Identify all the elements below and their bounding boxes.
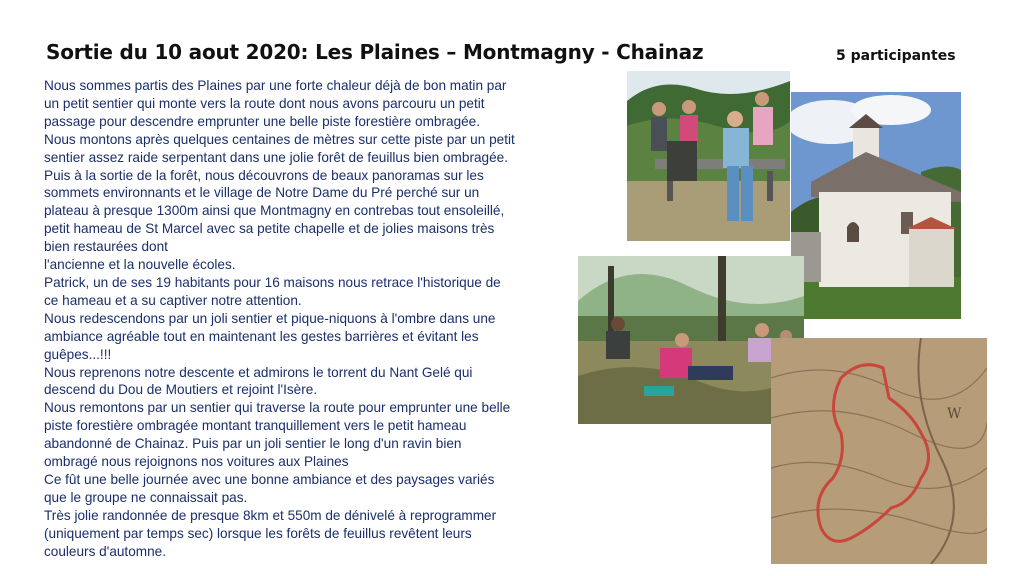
text-line: plateau à presque 1300m ainsi que Montmagny en contrebas tout ensoleillé, [44, 203, 505, 219]
text-line: que le groupe ne connaissait pas. [44, 489, 248, 505]
text-line: l'ancienne et la nouvelle écoles. [44, 257, 236, 273]
text-line: un petit sentier qui monte vers la route dont nous avons parcouru un petit [44, 95, 485, 111]
text-line: Nous montons après quelques centaines de mètres sur cette piste par un petit [44, 131, 515, 147]
text-line: Nous redescendons par un joli sentier et pique-niquons à l'ombre dans une [44, 310, 496, 326]
text-line: ambiance agréable tout en maintenant les gestes barrières et évitant les [44, 328, 479, 344]
text-line: Nous remontons par un sentier qui traverse la route pour emprunter une belle [44, 400, 511, 416]
text-line: ce hameau et a su captiver notre attention. [44, 292, 302, 308]
text-line: abandonné de Chainaz. Puis par un joli sentier le long d'un ravin bien [44, 436, 462, 452]
text-line: piste forestière ombragée montant tranquillement vers le petit hameau [44, 418, 467, 434]
photo-route-map [771, 338, 987, 564]
text-line: petit hameau de St Marcel avec sa petite chapelle et de jolies maisons très [44, 221, 495, 237]
text-line: Très jolie randonnée de presque 8km et 550m de dénivelé à reprogrammer [44, 507, 497, 523]
text-line: sommets environnants et le village de Notre Dame du Pré perché sur un [44, 185, 480, 201]
text-line: Puis à la sortie de la forêt, nous découvrons de beaux panoramas sur les [44, 167, 484, 183]
text-line: bien restaurées dont [44, 239, 168, 255]
participants-count: 5 participantes [836, 48, 956, 64]
text-line: Nous sommes partis des Plaines par une forte chaleur déjà de bon matin par [44, 78, 507, 93]
photo-hikers-on-bench [627, 71, 790, 241]
page-title: Sortie du 10 aout 2020: Les Plaines – Montmagny - Chainaz [46, 40, 704, 64]
svg-text:W: W [947, 406, 962, 422]
text-line: sentier assez raide serpentant dans une jolie forêt de feuillus bien ombragée. [44, 149, 508, 165]
text-line: guêpes...!!! [44, 346, 112, 362]
text-line: Ce fût une belle journée avec une bonne ambiance et des paysages variés [44, 471, 495, 487]
photo-chapel [791, 92, 961, 319]
trip-report-text [44, 77, 574, 560]
text-line: descend du Dou de Moutiers et rejoint l'Isère. [44, 382, 318, 398]
text-line: ombragé nous rejoignons nos voitures aux Plaines [44, 454, 349, 470]
text-line: (uniquement par temps sec) lorsque les forêts de feuillus revêtent leurs [44, 525, 472, 541]
text-line: Patrick, un de ses 19 habitants pour 16 maisons nous retrace l'historique de [44, 274, 501, 290]
text-line: Nous reprenons notre descente et admirons le torrent du Nant Gelé qui [44, 364, 473, 380]
text-line: couleurs d'automne. [44, 543, 166, 559]
text-line: passage pour descendre emprunter une belle piste forestière ombragée. [44, 113, 481, 129]
